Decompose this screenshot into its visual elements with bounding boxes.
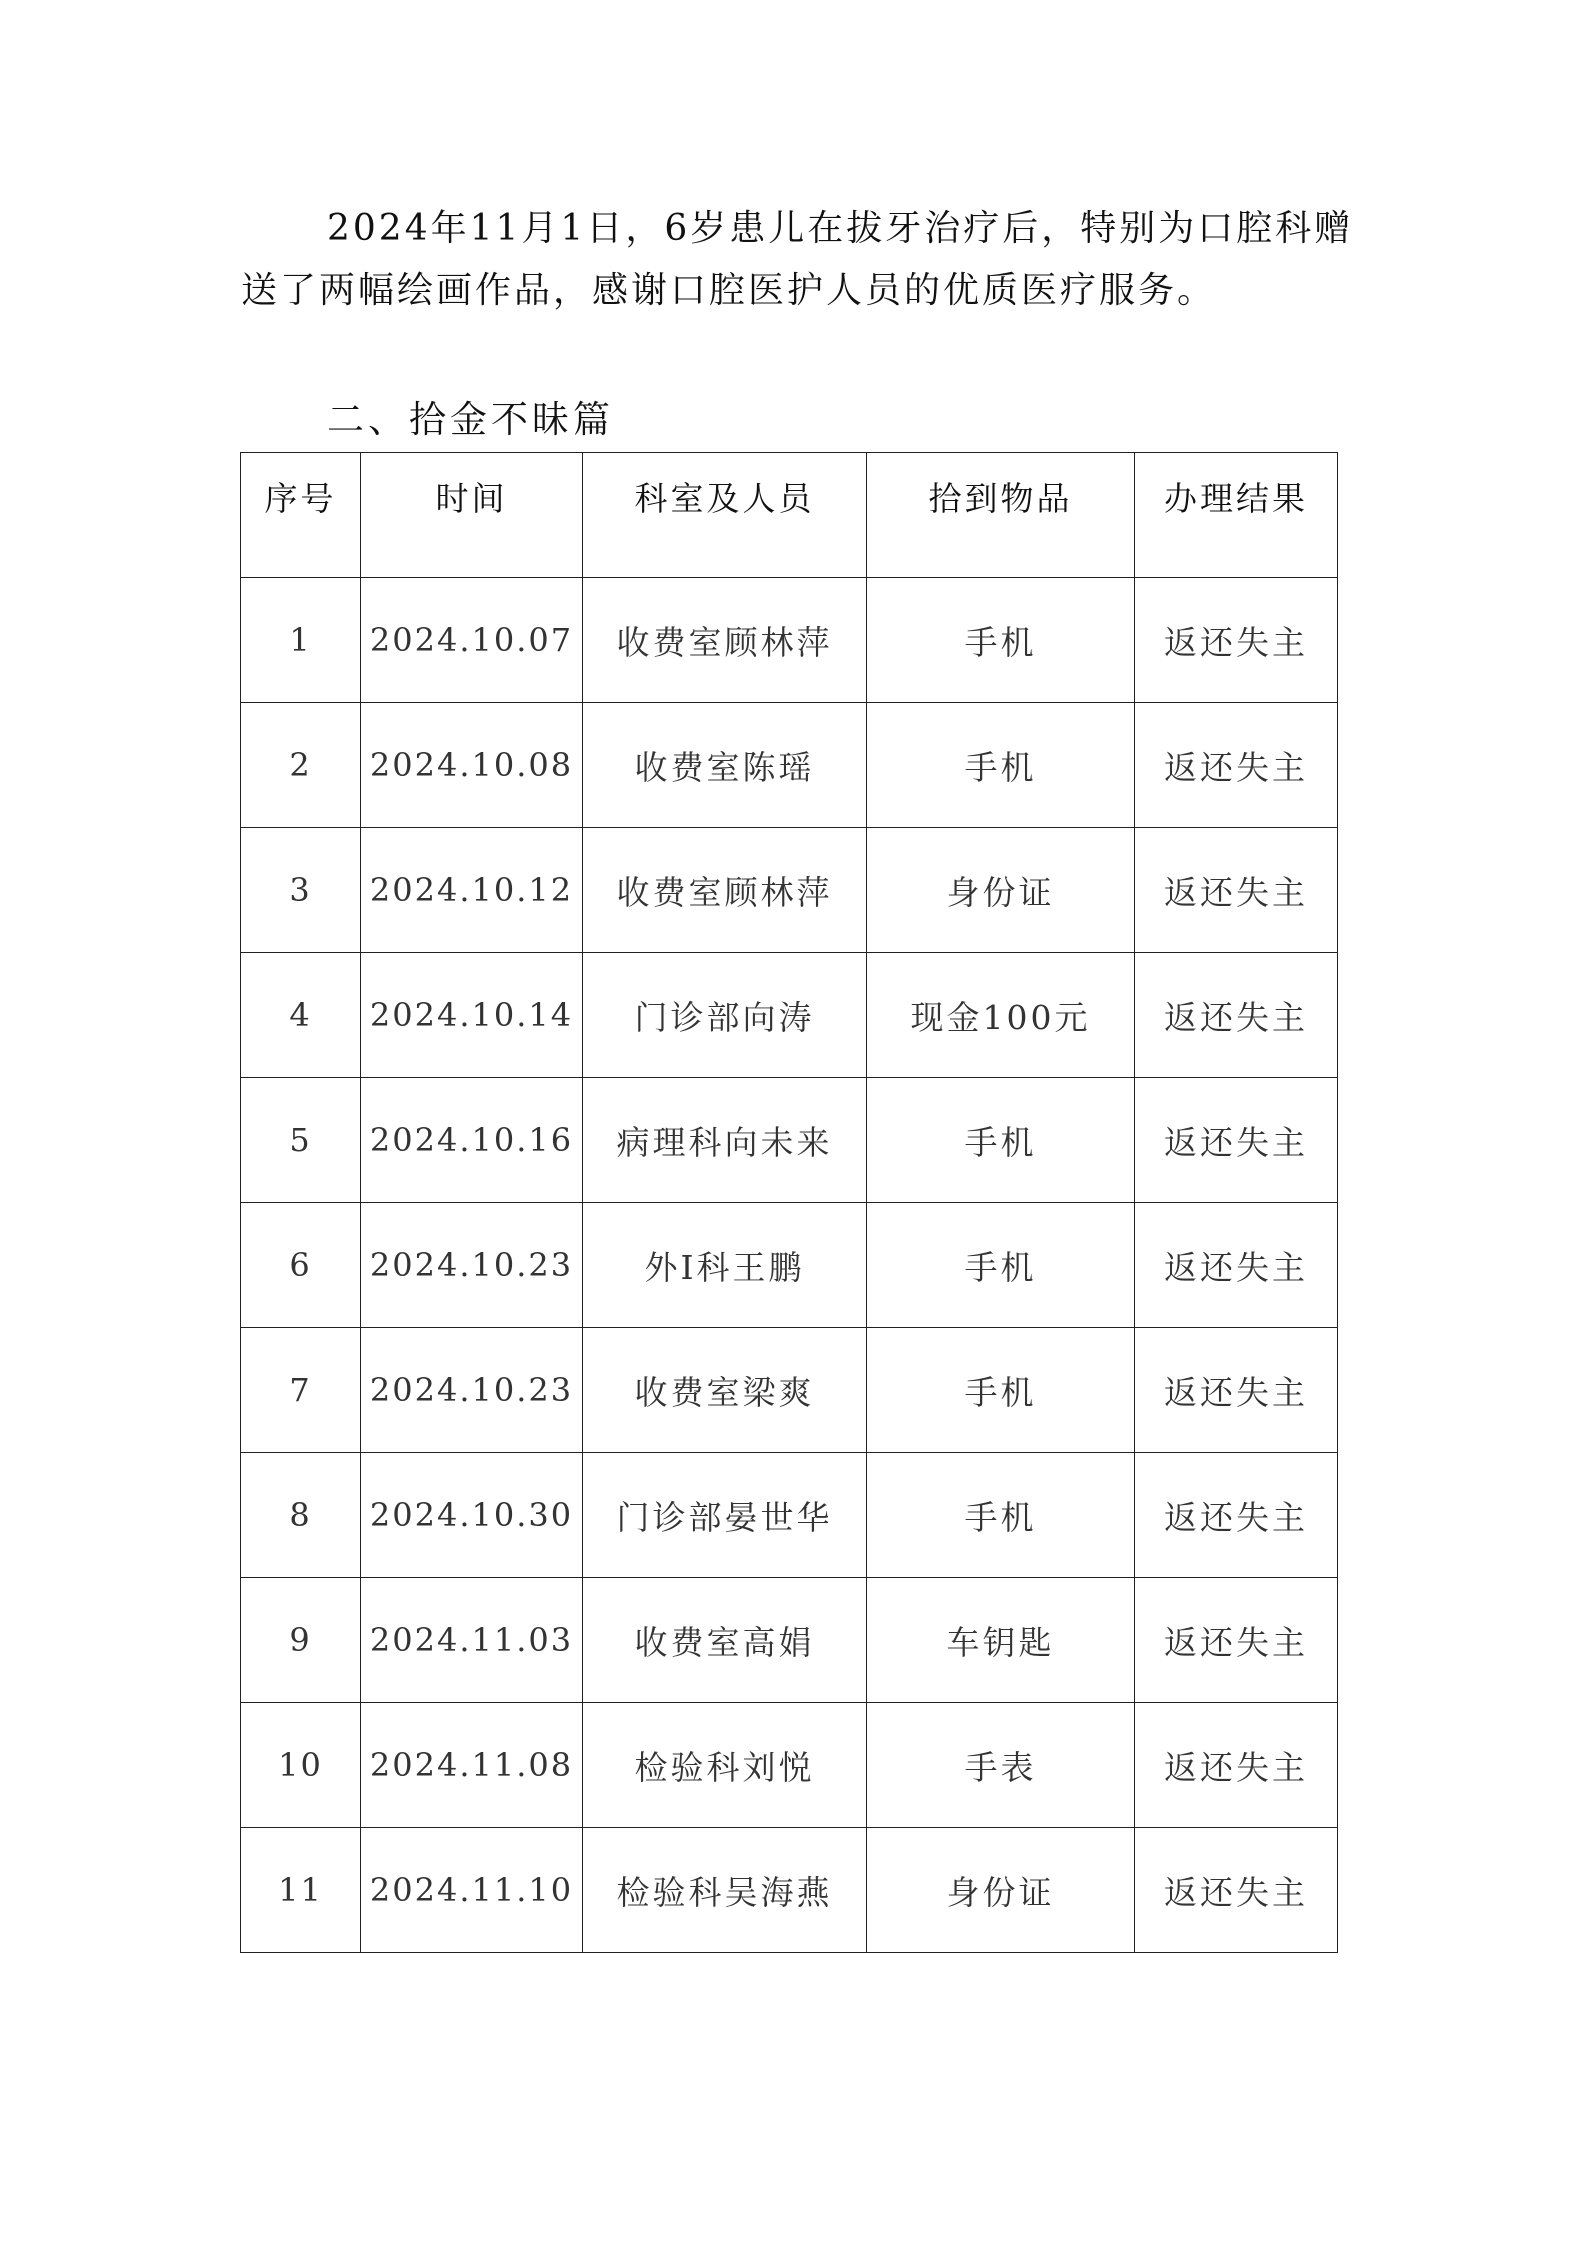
table-header-row <box>241 453 1338 578</box>
cell-item: 身份证 <box>867 1828 1135 1953</box>
cell-time: 2024.10.08 <box>361 703 583 828</box>
cell-item: 手机 <box>867 578 1135 703</box>
cell-time: 2024.10.12 <box>361 828 583 953</box>
cell-time: 2024.10.23 <box>361 1203 583 1328</box>
cell-item: 手表 <box>867 1703 1135 1828</box>
cell-time: 2024.10.07 <box>361 578 583 703</box>
cell-index: 5 <box>241 1078 361 1203</box>
cell-result: 返还失主 <box>1135 1453 1338 1578</box>
cell-index: 6 <box>241 1203 361 1328</box>
cell-dept-person: 收费室顾林萍 <box>583 578 867 703</box>
cell-index: 2 <box>241 703 361 828</box>
intro-paragraph: 2024年11月1日，6岁患儿在拔牙治疗后，特别为口腔科赠送了两幅绘画作品，感谢口腔医护人员的优质医疗服务。 <box>241 208 1354 311</box>
cell-result: 返还失主 <box>1135 703 1338 828</box>
header-result: 办理结果 <box>1135 453 1338 578</box>
table-row <box>241 1828 1338 1953</box>
cell-time: 2024.11.08 <box>361 1703 583 1828</box>
table-row <box>241 1453 1338 1578</box>
lost-and-found-table <box>240 452 1338 1953</box>
cell-item: 手机 <box>867 1453 1135 1578</box>
cell-index: 10 <box>241 1703 361 1828</box>
cell-item: 身份证 <box>867 828 1135 953</box>
cell-result: 返还失主 <box>1135 1578 1338 1703</box>
cell-item: 手机 <box>867 703 1135 828</box>
cell-item: 现金100元 <box>867 953 1135 1078</box>
cell-result: 返还失主 <box>1135 1828 1338 1953</box>
cell-result: 返还失主 <box>1135 1703 1338 1828</box>
cell-time: 2024.11.03 <box>361 1578 583 1703</box>
header-index: 序号 <box>241 453 361 578</box>
cell-dept-person: 收费室梁爽 <box>583 1328 867 1453</box>
table-row <box>241 953 1338 1078</box>
cell-result: 返还失主 <box>1135 953 1338 1078</box>
cell-index: 1 <box>241 578 361 703</box>
header-time: 时间 <box>361 453 583 578</box>
cell-item: 手机 <box>867 1203 1135 1328</box>
cell-dept-person: 检验科刘悦 <box>583 1703 867 1828</box>
cell-time: 2024.11.10 <box>361 1828 583 1953</box>
cell-result: 返还失主 <box>1135 578 1338 703</box>
cell-dept-person: 收费室顾林萍 <box>583 828 867 953</box>
cell-dept-person: 门诊部向涛 <box>583 953 867 1078</box>
table-row <box>241 1078 1338 1203</box>
cell-item: 车钥匙 <box>867 1578 1135 1703</box>
table-row <box>241 1703 1338 1828</box>
cell-dept-person: 门诊部晏世华 <box>583 1453 867 1578</box>
table-row <box>241 703 1338 828</box>
cell-dept-person: 收费室高娟 <box>583 1578 867 1703</box>
cell-index: 7 <box>241 1328 361 1453</box>
cell-time: 2024.10.23 <box>361 1328 583 1453</box>
section-heading: 二、拾金不昧篇 <box>327 398 614 441</box>
table-row <box>241 828 1338 953</box>
header-item: 拾到物品 <box>867 453 1135 578</box>
cell-dept-person: 检验科吴海燕 <box>583 1828 867 1953</box>
cell-result: 返还失主 <box>1135 1078 1338 1203</box>
table-row <box>241 1203 1338 1328</box>
cell-dept-person: 外Ⅰ科王鹏 <box>583 1203 867 1328</box>
cell-dept-person: 收费室陈瑶 <box>583 703 867 828</box>
cell-item: 手机 <box>867 1078 1135 1203</box>
cell-result: 返还失主 <box>1135 1328 1338 1453</box>
cell-time: 2024.10.16 <box>361 1078 583 1203</box>
table-row <box>241 1328 1338 1453</box>
cell-result: 返还失主 <box>1135 1203 1338 1328</box>
table-row <box>241 578 1338 703</box>
cell-index: 4 <box>241 953 361 1078</box>
cell-index: 9 <box>241 1578 361 1703</box>
cell-result: 返还失主 <box>1135 828 1338 953</box>
cell-item: 手机 <box>867 1328 1135 1453</box>
cell-index: 8 <box>241 1453 361 1578</box>
cell-time: 2024.10.14 <box>361 953 583 1078</box>
cell-index: 11 <box>241 1828 361 1953</box>
cell-dept-person: 病理科向未来 <box>583 1078 867 1203</box>
cell-index: 3 <box>241 828 361 953</box>
header-dept-person: 科室及人员 <box>583 453 867 578</box>
cell-time: 2024.10.30 <box>361 1453 583 1578</box>
table-row <box>241 1578 1338 1703</box>
